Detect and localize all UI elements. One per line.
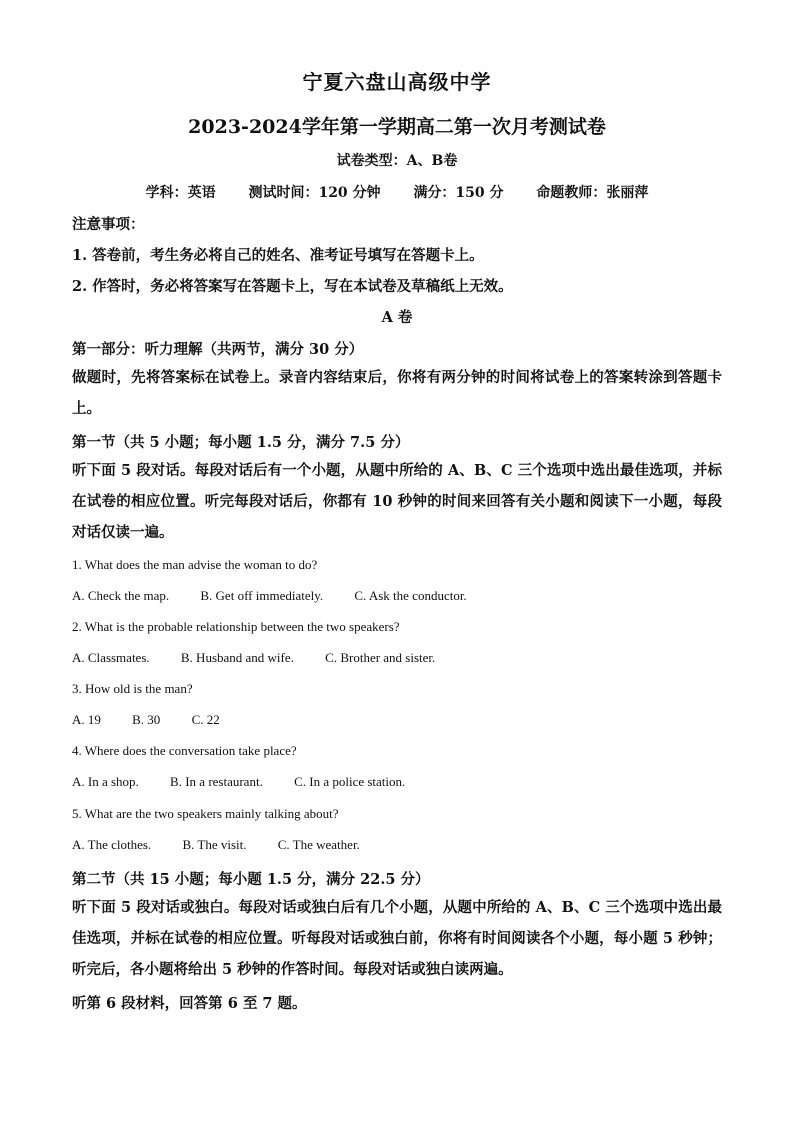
option-b: B. Get off immediately. [200,588,324,603]
school-name: 宁夏六盘山高级中学 [302,70,492,94]
note-item: 2. 作答时，务必将答案写在答题卡上，写在本试卷及草稿纸上无效。 [72,278,513,295]
option-b: B. The visit. [182,837,247,852]
exam-meta-row [0,182,794,202]
option-c: C. Brother and sister. [325,650,436,665]
section2-instruction: 听下面 5 段对话或独白。每段对话或独白后有几个小题，从题中所给的 A、B、C 三个选项中选出最佳选项，并标在试卷的相应位置。听每段对话或独白前，你将有时间阅读各个小题，每小题 5 秒钟；听完后，各小题将给出 5 秒钟的作答时间。每段对话或独白读两遍。 [72,899,722,978]
section1-instruction: 听下面 5 段对话。每段对话后有一个小题，从题中所给的 A、B、C 三个选项中选出最佳选项，并标在试卷的相应位置。听完每段对话后，你都有 10 秒钟的时间来回答有关小题和阅读下一小题，每段对话仅读一遍。 [72,462,722,541]
question-stem: 4. Where does the conversation take place? [72,743,297,758]
volume-label: A 卷 [381,309,413,326]
material-note: 听第 6 段材料，回答第 6 至 7 题。 [72,995,307,1012]
option-a: A. 19 [72,712,101,727]
time-label: 测试时间：120 分钟 [248,185,381,201]
exam-title: 2023-2024学年第一学期高二第一次月考测试卷 [188,116,606,138]
question-options [72,588,495,604]
paper-type: 试卷类型：A、B卷 [336,153,458,169]
part1-instruction: 做题时，先将答案标在试卷上。录音内容结束后，你将有两分钟的时间将试卷上的答案转涂到答题卡上。 [72,369,722,417]
option-b: B. Husband and wife. [180,650,294,665]
score-label: 满分：150 分 [413,185,504,201]
question-options [72,650,463,666]
question-stem: 3. How old is the man? [72,681,193,696]
option-c: C. The weather. [277,837,360,852]
option-a: A. The clothes. [72,837,152,852]
option-b: B. In a restaurant. [170,774,263,789]
option-a: A. Classmates. [72,650,150,665]
option-c: C. In a police station. [294,774,406,789]
question-stem: 2. What is the probable relationship between the two speakers? [72,619,400,634]
question-stem: 1. What does the man advise the woman to do? [72,557,318,572]
option-a: A. Check the map. [72,588,170,603]
note-item: 1. 答卷前，考生务必将自己的姓名、准考证号填写在答题卡上。 [72,247,484,264]
notes-heading: 注意事项： [72,216,145,233]
question-options [72,774,433,790]
question-options [72,837,388,853]
option-b: B. 30 [132,712,161,727]
question-stem: 5. What are the two speakers mainly talking about? [72,806,339,821]
question-options [72,712,248,728]
subject-label: 学科：英语 [145,185,216,201]
option-c: C. 22 [191,712,220,727]
part1-heading: 第一部分：听力理解（共两节，满分 30 分） [72,341,364,358]
option-c: C. Ask the conductor. [354,588,467,603]
option-a: A. In a shop. [72,774,139,789]
teacher-label: 命题教师：张丽萍 [536,185,649,201]
section2-heading: 第二节（共 15 小题；每小题 1.5 分，满分 22.5 分） [72,871,430,888]
section1-heading: 第一节（共 5 小题；每小题 1.5 分，满分 7.5 分） [72,434,410,451]
